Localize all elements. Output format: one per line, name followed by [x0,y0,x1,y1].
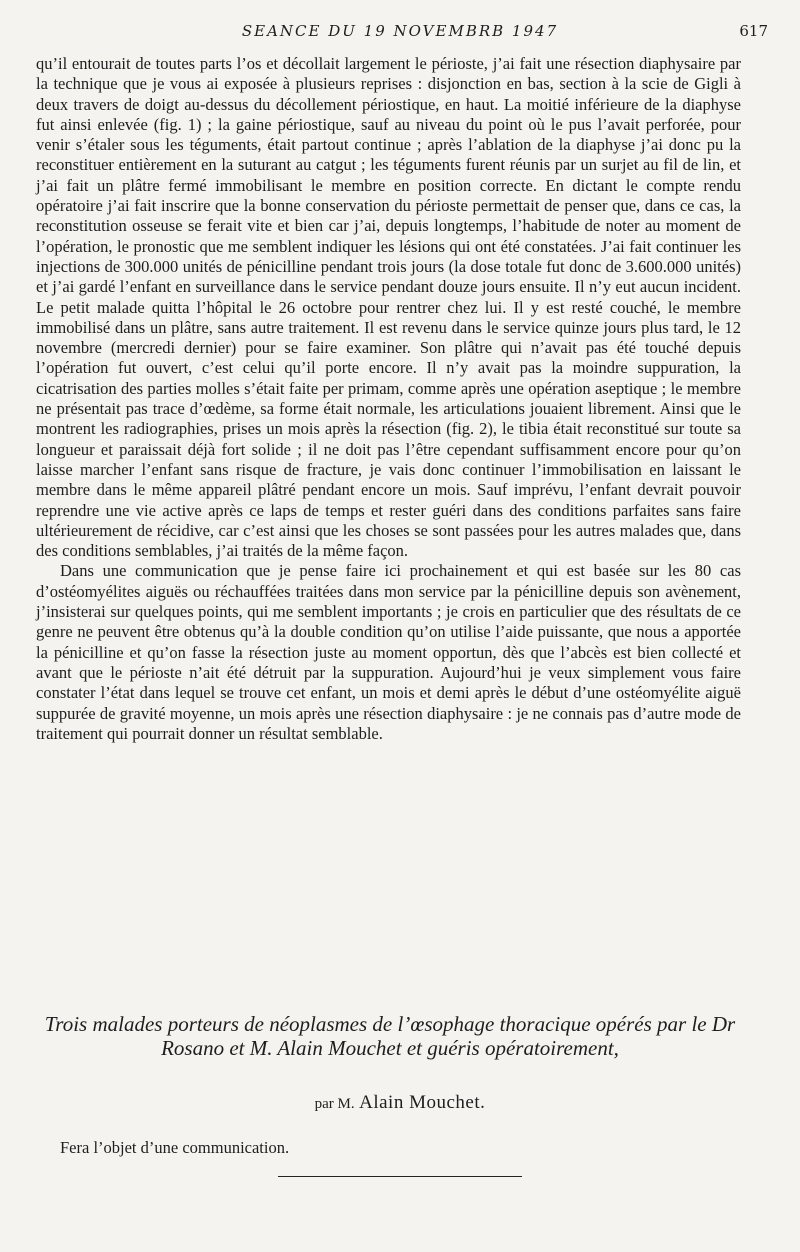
author-prefix: par M. [314,1096,355,1112]
communication-note: Fera l’objet d’une communication. [60,1138,290,1157]
author-line [0,1092,800,1114]
author-name: Alain Mouchet. [359,1092,486,1113]
divider-rule [278,1176,522,1177]
body-text [36,54,741,744]
article-title: Trois malades porteurs de néoplasmes de l’œsophage thoracique opérés par le Dr Rosano et M. Alain Mouchet et guéris opératoirement, [44,1012,736,1060]
paragraph: qu’il entourait de toutes parts l’os et décollait largement le périoste, j’ai fait une résection diaphysaire par la technique que je vous ai exposée à plusieurs reprises : disjonction en bas, section à la scie de Gigli à deux travers de doigt au-dessus du décollement périostique, en haut. La moitié inférieure de la diaphyse fut ainsi enlevée (fig. 1) ; la gaine périostique, sauf au niveau du point où le pus l’avait perforée, pour venir s’étaler sous les téguments, était partout continue ; après l’ablation de la diaphyse j’ai donc pu la reconstituer entièrement en la suturant au catgut ; les téguments furent réunis par un surjet au fil de lin, et j’ai fait un plâtre fermé immobilisant le membre en position correcte. En dictant le compte rendu opératoire j’ai fait inscrire que la bonne conservation du périoste permettait de penser que, dans ce cas, la reconstitution osseuse se ferait vite et bien car j’ai, depuis longtemps, l’habitude de noter au moment de l’opération, le pronostic que me semblent indiquer les lésions qui ont été constatées. J’ai fait continuer les injections de 300.000 unités de pénicilline pendant trois jours (la dose totale fut donc de 3.600.000 unités) et j’ai gardé l’enfant en surveillance dans le service pendant douze jours ensuite. Il n’y eut aucun incident. Le petit malade quitta l’hôpital le 26 octobre pour rentrer chez lui. Il y est resté couché, le membre immobilisé dans un plâtre, sans autre traitement. Il est revenu dans le service quinze jours plus tard, le 12 novembre (mercredi dernier) pour se faire examiner. Son plâtre qui n’avait pas été touché depuis l’opération fut ouvert, c’est celui qu’il porte encore. Il n’y avait pas la moindre suppuration, la cicatrisation des parties molles s’était faite per primam, comme après une opération aseptique ; le membre ne présentait pas trace d’œdème, sa forme était normale, les articulations jouaient librement. Ainsi que le montrent les radiographies, prises un mois après la résection (fig. 2), le tibia était reconstitué sur toute sa longueur et paraissait déjà fort solide ; il ne doit pas l’être cependant suffisamment encore pour qu’on laisse marcher l’enfant sans risque de fracture, je vais donc continuer l’immobilisation en laissant le membre dans le même appareil plâtré pendant encore un mois. Sauf imprévu, l’enfant devrait pouvoir reprendre une vie active après ce laps de temps et rester guéri dans des conditions parfaites sans faire ultérieurement de récidive, car c’est ainsi que les choses se sont passées pour les autres malades que, dans des conditions semblables, j’ai traités de la même façon. [36,54,741,561]
paragraph: Dans une communication que je pense faire ici prochainement et qui est basée sur les 80 cas d’ostéomyélites aiguës ou réchauffées traitées dans mon service par la pénicilline depuis son avènement, j’insisterai sur quelques points, qui me semblent importants ; je crois en particulier que des résultats de ce genre ne peuvent être obtenus qu’à la double condition qu’on utilise l’aide puissante, que nous a apportée la pénicilline et qu’on fasse la résection juste au moment opportun, dès que l’abcès est bien collecté et avant que le périoste n’ait été détruit par la suppuration. Aujourd’hui je veux simplement vous faire constater l’état dans lequel se trouve cet enfant, un mois et demi après le début d’une ostéomyélite aiguë suppurée de gravité moyenne, un mois après une résection diaphysaire : je ne connais pas d’autre mode de traitement qui pourrait donner un résultat semblable. [36,561,741,743]
running-head: SEANCE DU 19 NOVEMBRB 1947 [241,22,559,40]
page-header [0,22,800,44]
page-number: 617 [739,22,768,40]
